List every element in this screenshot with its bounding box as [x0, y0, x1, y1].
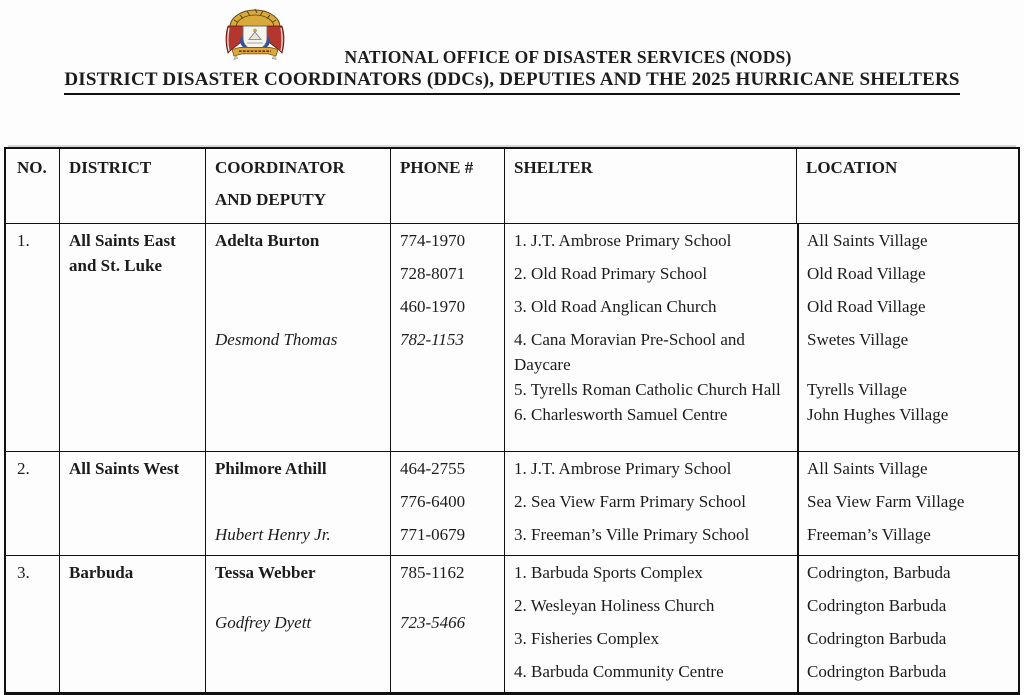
- table-row: [6, 223, 1018, 451]
- page-title: NATIONAL OFFICE OF DISASTER SERVICES (NODS): [344, 47, 792, 67]
- phone-number: 464-2755: [400, 459, 466, 478]
- shelter-location-cell: [504, 556, 1018, 692]
- table-row: [6, 555, 1018, 692]
- letterhead: [0, 0, 1024, 147]
- phone-cell: [390, 452, 504, 555]
- coordinator-name: Adelta Burton: [215, 231, 320, 250]
- shelter-location: John Hughes Village: [807, 405, 949, 424]
- shelter-name: 1. Barbuda Sports Complex: [514, 563, 703, 582]
- shelter-entry: [505, 593, 1018, 618]
- coordinator-cell: [205, 224, 390, 451]
- shelter-name: 3. Fisheries Complex: [514, 629, 659, 648]
- phone-number: 785-1162: [400, 563, 465, 582]
- column-divider: [797, 556, 799, 692]
- phone-cell: [390, 224, 504, 451]
- shelter-name: 2. Wesleyan Holiness Church: [514, 596, 715, 615]
- shelter-location: Sea View Farm Village: [807, 492, 965, 511]
- column-header-coordinator: COORDINATOR AND DEPUTY: [205, 149, 390, 223]
- coordinator-name: Philmore Athill: [215, 459, 327, 478]
- shelter-entry: [505, 261, 1018, 286]
- page-subtitle: [0, 69, 1024, 95]
- phone-cell: [390, 556, 504, 692]
- column-header-shelter: SHELTER: [504, 149, 796, 223]
- district-name: Barbuda: [59, 556, 205, 692]
- column-header-district: DISTRICT: [59, 149, 205, 223]
- shelter-name: 3. Old Road Anglican Church: [514, 297, 717, 316]
- shelter-name: 4. Cana Moravian Pre-School and Daycare: [514, 330, 745, 374]
- deputy-name: Godfrey Dyett: [215, 613, 312, 632]
- district-name: All Saints East and St. Luke: [59, 224, 205, 451]
- shelter-name: 3. Freeman’s Ville Primary School: [514, 525, 750, 544]
- shelter-entry: [505, 377, 1018, 402]
- shelter-location: Tyrells Village: [807, 380, 907, 399]
- shelter-location: Old Road Village: [807, 297, 926, 316]
- shelter-location-cell: [504, 452, 1018, 555]
- shelter-name: 2. Old Road Primary School: [514, 264, 708, 283]
- coordinator-name: Tessa Webber: [215, 563, 316, 582]
- shelter-entry: [505, 456, 1018, 481]
- shelter-location: Codrington Barbuda: [807, 662, 947, 681]
- shelter-location: Old Road Village: [807, 264, 926, 283]
- deputy-name: Desmond Thomas: [215, 330, 338, 349]
- shelter-name: 6. Charlesworth Samuel Centre: [514, 405, 728, 424]
- deputy-phone-number: 771-0679: [400, 525, 466, 544]
- shelter-name: 1. J.T. Ambrose Primary School: [514, 459, 732, 478]
- district-name: All Saints West: [59, 452, 205, 555]
- page-subtitle-text: DISTRICT DISASTER COORDINATORS (DDCs), DEPUTIES AND THE 2025 HURRICANE SHELTERS: [64, 69, 959, 95]
- shelter-entry: [505, 327, 1018, 377]
- shelter-location: Freeman’s Village: [807, 525, 931, 544]
- coordinator-cell: [205, 556, 390, 692]
- column-header-phone: PHONE #: [390, 149, 504, 223]
- column-header-location: LOCATION: [796, 149, 1018, 223]
- row-number: 2.: [17, 459, 30, 478]
- shelter-location: Codrington, Barbuda: [807, 563, 951, 582]
- shelter-name: 2. Sea View Farm Primary School: [514, 492, 746, 511]
- phone-number: 460-1970: [400, 297, 466, 316]
- spacer: [400, 593, 496, 610]
- shelter-location: Swetes Village: [807, 330, 909, 349]
- row-number: 3.: [17, 563, 30, 582]
- deputy-phone-number: 723-5466: [400, 613, 466, 632]
- shelter-location: All Saints Village: [807, 459, 928, 478]
- shelter-entry: [505, 560, 1018, 585]
- phone-number: 728-8071: [400, 264, 466, 283]
- deputy-phone-number: 782-1153: [400, 330, 464, 349]
- column-header-no: NO.: [17, 158, 47, 177]
- row-number: 1.: [17, 231, 30, 250]
- spacer: [215, 261, 382, 327]
- table-header-row: [6, 149, 1018, 223]
- shelter-entry: [505, 402, 1018, 427]
- column-divider: [797, 452, 799, 555]
- shelter-name: 1. J.T. Ambrose Primary School: [514, 231, 732, 250]
- deputy-name: Hubert Henry Jr.: [215, 525, 331, 544]
- shelter-location: All Saints Village: [807, 231, 928, 250]
- phone-number: 774-1970: [400, 231, 466, 250]
- shelter-location: Codrington Barbuda: [807, 596, 947, 615]
- coordinator-cell: [205, 452, 390, 555]
- shelter-name: 4. Barbuda Community Centre: [514, 662, 724, 681]
- shelter-entry: [505, 294, 1018, 319]
- spacer: [215, 489, 382, 522]
- shelter-entry: [505, 228, 1018, 253]
- shelter-location-cell: [504, 224, 1018, 451]
- shelter-entry: [505, 659, 1018, 684]
- shelter-entry: [505, 522, 1018, 547]
- shelter-entry: [505, 626, 1018, 651]
- column-divider: [797, 224, 799, 451]
- shelter-entry: [505, 489, 1018, 514]
- shelter-location: Codrington Barbuda: [807, 629, 947, 648]
- phone-number: 776-6400: [400, 492, 466, 511]
- table-row: [6, 451, 1018, 555]
- spacer: [215, 593, 382, 610]
- district-coordinators-table: [4, 147, 1020, 695]
- shelter-name: 5. Tyrells Roman Catholic Church Hall: [514, 380, 781, 399]
